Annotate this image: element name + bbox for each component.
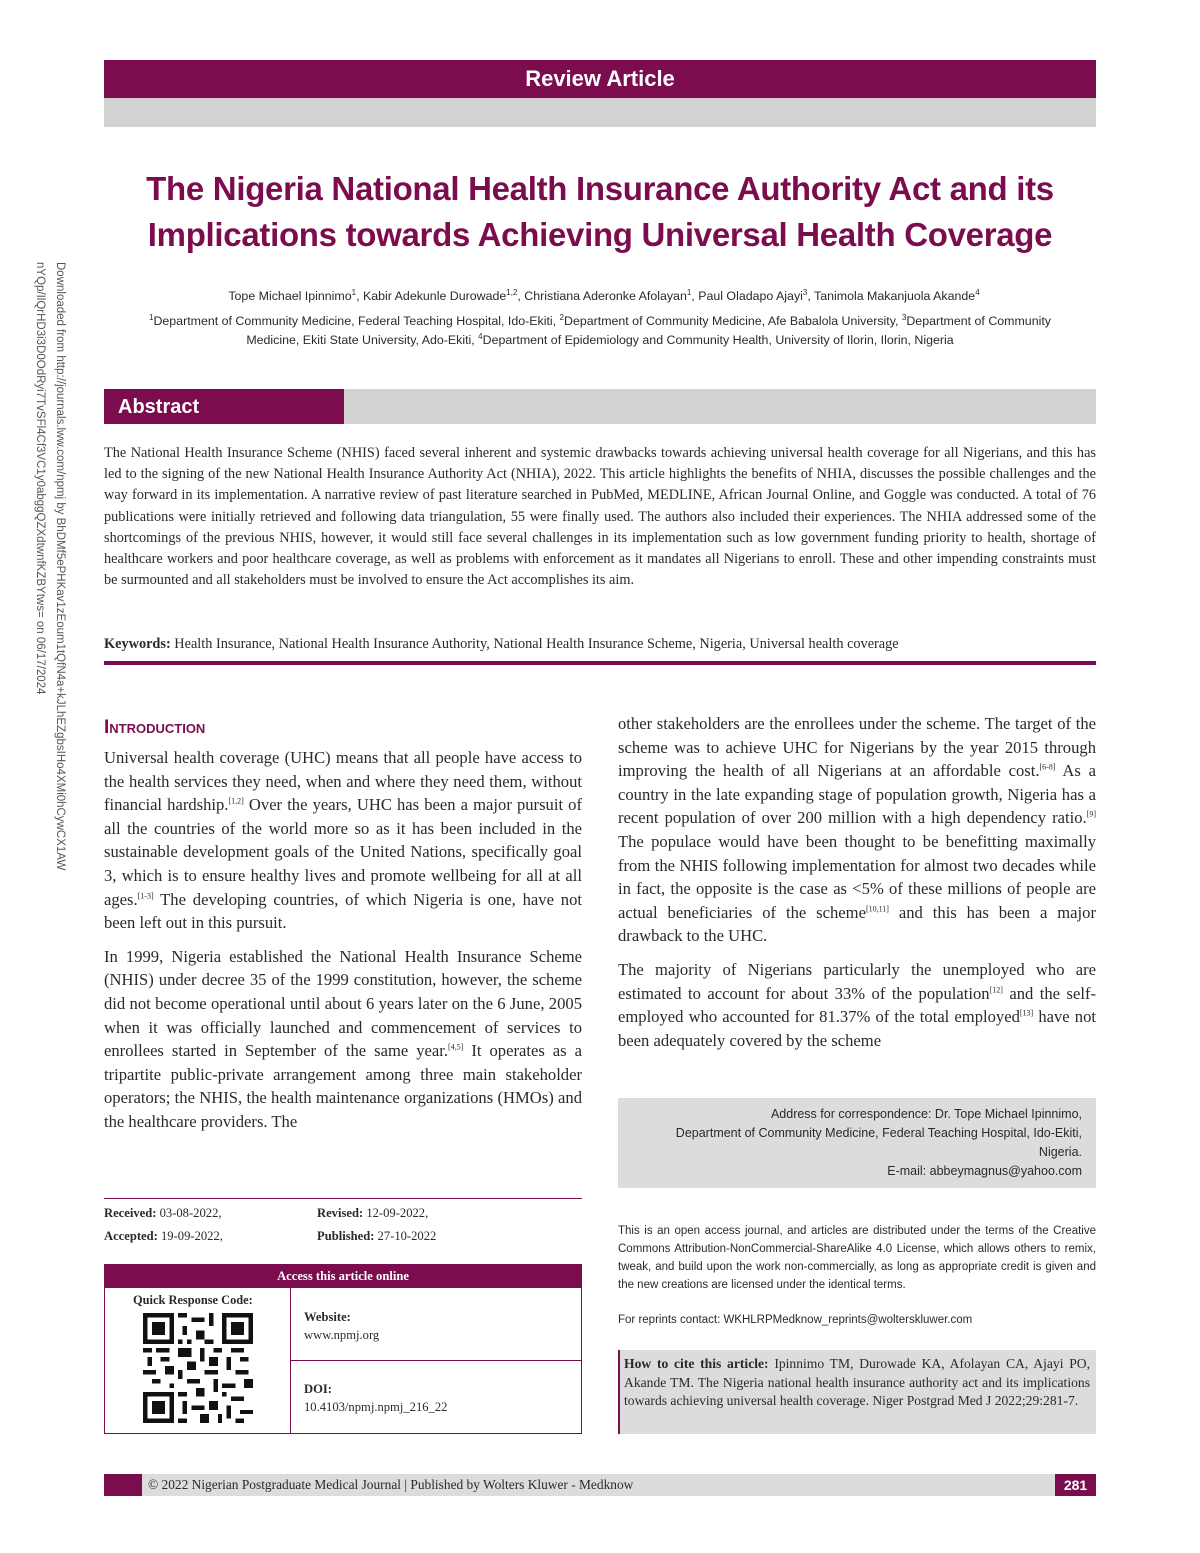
citation[interactable]: [9] <box>1086 809 1096 819</box>
qr-label: Quick Response Code: <box>133 1293 253 1307</box>
paragraph: In 1999, Nigeria established the National Health Insurance Scheme (NHIS) under decree 35 of the 1999 constitution, however, the scheme did not become operational until about 6 years later on the 6 June, 2005 when it was officially launched and commencement of services to enrollees started in September of the same year.[4,5] It operates as a tripartite public-private arrangement among three main stakeholder operators; the NHIS, the health maintenance organizations (HMOs) and the healthcare providers. The <box>104 946 582 1131</box>
author: Christiana Aderonke Afolayan <box>524 289 687 303</box>
affiliations <box>104 312 1096 350</box>
keywords <box>104 634 1096 655</box>
dates-divider <box>104 1198 582 1199</box>
download-watermark <box>30 262 70 1022</box>
correspondence-email[interactable]: E-mail: abbeymagnus@yahoo.com <box>887 1164 1082 1178</box>
author-list: Tope Michael Ipinnimo$^1$, Kabir Adekunle Durowade$^{1,2}$, Christiana Aderonke Afolayan$^1$, Paul Oladapo Ajayi$^3$, Tanimola Makanjuola Akande$^4$ <box>228 287 980 303</box>
cite-text: Ipinnimo TM, Durowade KA, Afolayan CA, Ajayi PO, Akande TM. The Nigeria national health insurance authority act and its implications towards achieving universal health coverage. Niger Postgrad Med J 2022;29:281-7. <box>624 1356 1091 1408</box>
received-date: Received: 03-08-2022, <box>104 1206 222 1220</box>
abstract-text: The National Health Insurance Scheme (NHIS) faced several inherent and systemic drawbacks towards achieving universal health coverage for all Nigerians, and this has led to the signing of the new National Health Insurance Authority Act (NHIA), 2022. This article highlights the benefits of NHIA, discusses the possible challenges and the way forward in its implementation. A narrative review of past literature searched in PubMed, MEDLINE, African Journal Online, and Goggle was conducted. A total of 76 publications were initially retrieved and following data triangulation, 55 were finally used. The authors also included their experiences. The NHIA addressed some of the shortcomings of the previous NHIS, however, it would still face several challenges in its implementation such as low government funding priority to health, shortage of healthcare workers and poor healthcare coverage, as well as problems with enforcement as it mandates all Nigerians to enroll. These and other impending constraints must be surmounted and all stakeholders must be involved to ensure the Act accomplishes its aim. <box>104 445 1096 589</box>
author-affil-sup: 1,2 <box>506 287 518 297</box>
paragraph: other stakeholders are the enrollees under the scheme. The target of the scheme was to achieve UHC for Nigerians by the year 2015 through improving the health of all Nigerians at an affordable cost.[6-8] As a country in the late expanding stage of population growth, Nigeria has a recent population of over 200 million with a high dependency ratio.[9] The populace would have been thought to be benefitting maximally from the NHIS following implementation for almost two decades while in fact, the opposite is the case as <5% of these millions of people are actual beneficiaries of the scheme[10,11] and this has been a major drawback to the UHC. <box>618 714 1096 946</box>
body-column-left <box>104 746 582 1144</box>
license-text: This is an open access journal, and articles are distributed under the terms of the Creative Commons Attribution-NonCommercial-ShareAlike 4.0 License, which allows others to remix, tweak, and build upon the work non-commercially, as long as appropriate credit is given and the new creations are licensed under the identical terms. <box>618 1225 1096 1291</box>
cite-label: How to cite this article: <box>624 1356 769 1371</box>
published-date: Published: 27-10-2022 <box>317 1229 437 1243</box>
cite-box <box>618 1350 1096 1434</box>
qr-code-icon[interactable] <box>143 1313 253 1423</box>
reprints-contact: For reprints contact: WKHLRPMedknow_reprints@wolterskluwer.com <box>618 1314 973 1326</box>
website-link[interactable]: www.npmj.org <box>304 1328 380 1342</box>
header-grey-bar <box>104 98 1096 127</box>
revised-date: Revised: 12-09-2022, <box>317 1206 429 1220</box>
correspondence-line: Department of Community Medicine, Federal Teaching Hospital, Ido-Ekiti, <box>675 1126 1082 1140</box>
article-type-banner: Review Article <box>104 60 1096 98</box>
citation[interactable]: [10,11] <box>865 904 889 914</box>
accepted-date: Accepted: 19-09-2022, <box>104 1229 223 1243</box>
title-line-1: The Nigeria National Health Insurance Authority Act and its <box>146 170 1054 207</box>
citation[interactable]: [1-3] <box>137 891 154 901</box>
website-label: Website: <box>304 1310 351 1324</box>
citation[interactable]: [12] <box>989 985 1003 994</box>
affiliation-line-2: Medicine, Ekiti State University, Ado-Ekiti, $^4$Department of Epidemiology and Community Health, University of Ilorin, Ilorin, Nigeria <box>246 331 954 347</box>
abstract-heading: Abstract <box>104 389 344 424</box>
box-divider <box>290 1360 582 1361</box>
paragraph: Universal health coverage (UHC) means that all people have access to the health services they need, when and where they need them, without financial hardship.[1,2] Over the years, UHC has been a major pursuit of all the countries of the world more so as it has been included in the sustainable development goals of the United Nations, specifically goal 3, which is to ensure healthy lives and promote wellbeing for all at all ages.[1-3] The developing countries, of which Nigeria is one, have not been left out in this pursuit. <box>104 748 582 933</box>
citation[interactable]: [13] <box>1019 1008 1034 1018</box>
author: Kabir Adekunle Durowade <box>362 289 507 303</box>
citation[interactable]: [1,2] <box>228 796 244 806</box>
article-title <box>104 166 1096 258</box>
author-affil-sup: 1 <box>686 287 692 297</box>
author-affil-sup: 3 <box>802 287 808 297</box>
citation[interactable]: [6-8] <box>1039 762 1056 772</box>
title-line-2: Implications towards Achieving Universal Health Coverage <box>147 216 1053 253</box>
correspondence-line: Nigeria. <box>1038 1145 1082 1159</box>
introduction-heading: Introduction <box>104 717 206 738</box>
box-divider <box>290 1288 291 1434</box>
section-divider <box>104 661 1096 665</box>
author: Tanimola Makanjuola Akande <box>814 289 976 303</box>
correspondence-line: Address for correspondence: Dr. Tope Michael Ipinnimo, <box>770 1107 1082 1121</box>
footer-accent <box>104 1474 142 1496</box>
author-affil-sup: 4 <box>975 287 980 297</box>
doi-label: DOI: <box>304 1382 332 1396</box>
keywords-list: Health Insurance, National Health Insurance Authority, National Health Insurance Scheme, Nigeria, Universal health coverage <box>170 636 899 652</box>
author: Tope Michael Ipinnimo <box>228 289 352 303</box>
access-heading: Access this article online <box>104 1264 582 1288</box>
correspondence-box <box>618 1098 1096 1188</box>
keywords-label: Keywords: <box>104 636 171 652</box>
citation[interactable]: [4,5] <box>448 1042 464 1052</box>
page-number: 281 <box>1055 1474 1096 1496</box>
download-note: Downloaded from http://journals.lww.com/npmj by BhDMf5ePHKav1zEoum1tQfN4a+kJLhEZgbsIHo4XMi0hCywCX1AW nYQp/IlQrHD3i3D0OdRyi7TvSFl4Cf3VC1y0abggQZXdtwnfKZBYtws= on 06/17/2024 <box>34 262 66 871</box>
affiliation-line-1: $^1$Department of Community Medicine, Federal Teaching Hospital, Ido-Ekiti, $^2$Department of Community Medicine, Afe Babalola University, $^3$Department of Community <box>149 312 1051 328</box>
body-column-right <box>618 712 1096 1062</box>
doi-link[interactable]: 10.4103/npmj.npmj_216_22 <box>304 1400 448 1414</box>
footer-text: © 2022 Nigerian Postgraduate Medical Journal | Published by Wolters Kluwer - Medknow <box>148 1477 634 1492</box>
paragraph: The majority of Nigerians particularly the unemployed who are estimated to account for about 33% of the population[12] and the self-employed who accounted for 81.37% of the total employed[13] have not been adequately covered by the scheme <box>618 959 1096 1050</box>
author: Paul Oladapo Ajayi <box>698 289 803 303</box>
author-affil-sup: 1 <box>351 287 357 297</box>
